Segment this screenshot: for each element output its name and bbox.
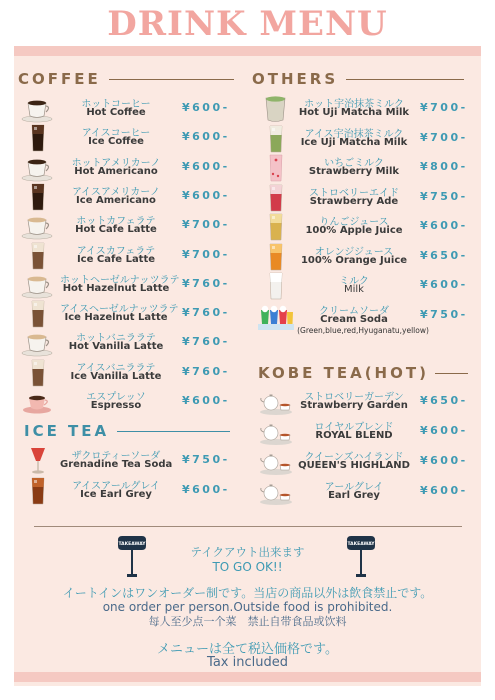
iced-latte-glass-icon (20, 300, 56, 328)
top-stripe (14, 46, 481, 56)
menu-item (258, 388, 483, 416)
item-price: ¥600- (182, 188, 230, 202)
item-name-jp: ホットコーヒー (81, 99, 151, 110)
item-price: ¥600- (182, 394, 230, 407)
item-name-en: Strawberry Milk (308, 166, 400, 177)
others-heading-label: OTHERS (252, 70, 339, 88)
menu-item (258, 95, 483, 123)
item-name-jp: アイスアールグレイ (72, 481, 160, 492)
latte-cup-icon (20, 329, 56, 357)
item-name-en: Earl Grey (328, 490, 380, 501)
heading-rule (117, 431, 230, 432)
item-price: ¥700- (182, 247, 230, 261)
bottom-stripe (14, 672, 481, 682)
item-flavors-note: (Green,blue,red,Hyuganatu,yellow) (297, 325, 429, 335)
item-name-jp: ホットアメリカーノ (71, 157, 161, 169)
item-name-en: ROYAL BLEND (315, 430, 393, 441)
eatin-en: one order per person.Outside food is prohibited. (102, 600, 393, 614)
item-name-jp: ザクロティーソーダ (71, 451, 161, 462)
menu-item (20, 95, 245, 123)
menu-item (258, 243, 483, 271)
footer-divider (34, 526, 462, 527)
item-name-en: Hot Hazelnut Latte (62, 282, 170, 294)
item-name-en: Milk (344, 284, 364, 295)
item-name-en: Strawberry Garden (300, 400, 408, 411)
item-price: ¥700- (420, 101, 468, 114)
item-name-en: Cream Soda (320, 313, 388, 325)
item-name-en: Ice Vanilla Latte (70, 370, 162, 382)
coffee-heading-label: COFFEE (18, 70, 101, 88)
item-name-jp: りんごジュース (319, 217, 389, 228)
item-price: ¥600- (420, 424, 468, 437)
menu-item (258, 272, 483, 300)
kobe-tea-heading-label: KOBE TEA(HOT) (258, 364, 429, 382)
item-name-en: Ice Cafe Latte (76, 253, 156, 265)
latte-cup-icon (20, 212, 56, 240)
item-price: ¥600- (182, 130, 230, 144)
item-price: ¥700- (182, 218, 230, 232)
menu-item (20, 212, 245, 240)
item-price: ¥600- (420, 454, 468, 467)
menu-item (258, 184, 483, 212)
item-name-jp: ホット宇治抹茶ミルク (304, 99, 404, 110)
item-name-en: Ice Earl Grey (80, 489, 152, 500)
menu-item (20, 359, 245, 387)
item-name-en: 100% Orange Juice (300, 254, 408, 266)
item-name-jp: アイスヘーゼルナッツラテ (60, 304, 179, 316)
teapot-set-icon (258, 418, 294, 446)
item-name-jp: アイス宇治抹茶ミルク (304, 128, 404, 140)
takeout-en: TO GO OK!! (212, 560, 283, 574)
item-name-en: Ice Hazelnut Latte (64, 312, 168, 324)
tea-soda-glass-icon (20, 447, 56, 475)
menu-item (258, 418, 483, 446)
item-name-en: 100% Apple Juice (305, 225, 403, 236)
ice-tea-heading (24, 422, 230, 440)
item-name-jp: ストロベリーガーデン (304, 392, 404, 403)
iced-latte-glass-icon (20, 359, 56, 387)
orange-juice-glass-icon (258, 243, 294, 271)
item-price: ¥600- (420, 484, 468, 497)
heading-rule (109, 79, 234, 80)
item-name-en: Ice Americano (76, 194, 156, 206)
item-name-jp: オレンジジュース (314, 246, 394, 258)
menu-item (20, 242, 245, 270)
menu-item (20, 271, 245, 299)
item-name-jp: ホットヘーゼルナッツラテ (60, 274, 180, 286)
menu-item (20, 124, 245, 152)
takeout-jp: テイクアウト出来ます (190, 545, 305, 559)
espresso-cup-icon (20, 388, 56, 416)
item-name-en: Espresso (90, 400, 142, 411)
menu-item (20, 388, 245, 416)
item-price: ¥600- (182, 483, 230, 496)
menu-item (20, 447, 245, 475)
menu-item (258, 478, 483, 506)
eatin-cn: 每人至少点一个菜 禁止自带食品或饮料 (148, 615, 347, 628)
menu-item (20, 300, 245, 328)
menu-item (20, 329, 245, 357)
tax-jp: メニューは全て税込価格です。 (157, 642, 338, 657)
teapot-set-icon (258, 478, 294, 506)
latte-cup-icon (20, 271, 56, 299)
item-price: ¥600- (182, 101, 230, 114)
item-price: ¥750- (420, 189, 468, 203)
item-price: ¥600- (182, 159, 230, 173)
item-name-en: Hot Coffee (86, 107, 146, 118)
menu-item (20, 477, 245, 505)
menu-item (258, 125, 483, 153)
item-price: ¥760- (182, 364, 230, 378)
item-name-jp: アイスアメリカーノ (71, 186, 161, 198)
apple-juice-glass-icon (258, 213, 294, 241)
iced-tea-glass-icon (20, 477, 56, 505)
takeaway-sign-text: TAKEAWAY (118, 542, 146, 547)
menu-item (258, 302, 483, 335)
strawberry-ade-glass-icon (258, 184, 294, 212)
takeaway-sign-text: TAKEAWAY (347, 542, 375, 547)
teapot-set-icon (258, 448, 294, 476)
item-price: ¥760- (182, 335, 230, 349)
item-price: ¥800- (420, 160, 468, 173)
coffee-heading (18, 70, 234, 88)
matcha-cup-icon (258, 95, 294, 123)
item-price: ¥760- (182, 276, 230, 290)
item-name-jp: ミルク (339, 276, 369, 287)
item-name-jp: アイスカフェラテ (76, 245, 156, 257)
iced-coffee-glass-icon (20, 124, 56, 152)
item-price: ¥750- (420, 307, 468, 321)
item-price: ¥750- (182, 453, 230, 466)
item-name-jp: ホットカフェラテ (76, 216, 156, 228)
item-price: ¥650- (420, 394, 468, 407)
tax-en: Tax included (207, 655, 288, 670)
item-name-jp: ホットバニララテ (76, 333, 156, 345)
others-heading (252, 70, 464, 88)
ice-tea-heading-label: ICE TEA (24, 422, 110, 440)
item-name-en: Strawberry Ade (309, 195, 399, 207)
item-name-en: Grenadine Tea Soda (60, 459, 173, 470)
item-name-jp: アールグレイ (324, 482, 384, 493)
hot-coffee-cup-icon (20, 154, 56, 182)
item-name-jp: ロイヤルブレンド (314, 422, 394, 433)
item-name-en: Hot Vanilla Latte (68, 341, 164, 353)
item-price: ¥600- (420, 219, 468, 232)
item-name-jp: いちごミルク (324, 158, 384, 169)
hot-coffee-cup-icon (20, 95, 56, 123)
item-price: ¥760- (182, 306, 230, 320)
item-name-en: Hot Uji Matcha Milk (298, 107, 410, 118)
eatin-jp: イートインはワンオーダー制です。当店の商品以外は飲食禁止です。 (62, 586, 433, 600)
iced-latte-glass-icon (20, 242, 56, 270)
menu-title: DRINK MENU (107, 4, 388, 44)
item-price: ¥600- (420, 278, 468, 291)
item-name-en: Hot Americano (74, 165, 158, 177)
heading-rule (435, 373, 468, 374)
milk-glass-icon (258, 272, 294, 300)
item-name-jp: エスプレッソ (86, 392, 146, 403)
heading-rule (346, 79, 464, 80)
item-name-jp: クイーンズハイランド (304, 452, 404, 463)
strawberry-milk-glass-icon (258, 154, 294, 182)
item-name-jp: アイスコーヒー (81, 128, 151, 140)
menu-item (20, 183, 245, 211)
menu-item (20, 154, 245, 182)
teapot-set-icon (258, 388, 294, 416)
iced-coffee-glass-icon (20, 183, 56, 211)
kobe-tea-heading (258, 364, 468, 382)
menu-item (258, 154, 483, 182)
item-price: ¥700- (420, 130, 468, 144)
item-price: ¥650- (420, 248, 468, 262)
item-name-en: Hot Cafe Latte (75, 224, 157, 236)
item-name-jp: クリームソーダ (319, 305, 389, 317)
item-name-en: QUEEN'S HIGHLAND (298, 460, 410, 471)
menu-item (258, 213, 483, 241)
iced-matcha-glass-icon (258, 125, 294, 153)
item-name-jp: ストロベリーエイド (309, 187, 399, 199)
item-name-en: Ice Uji Matcha Milk (300, 136, 408, 148)
menu-item (258, 448, 483, 476)
item-name-jp: アイスバニララテ (76, 362, 156, 374)
item-name-en: Ice Coffee (88, 136, 144, 148)
